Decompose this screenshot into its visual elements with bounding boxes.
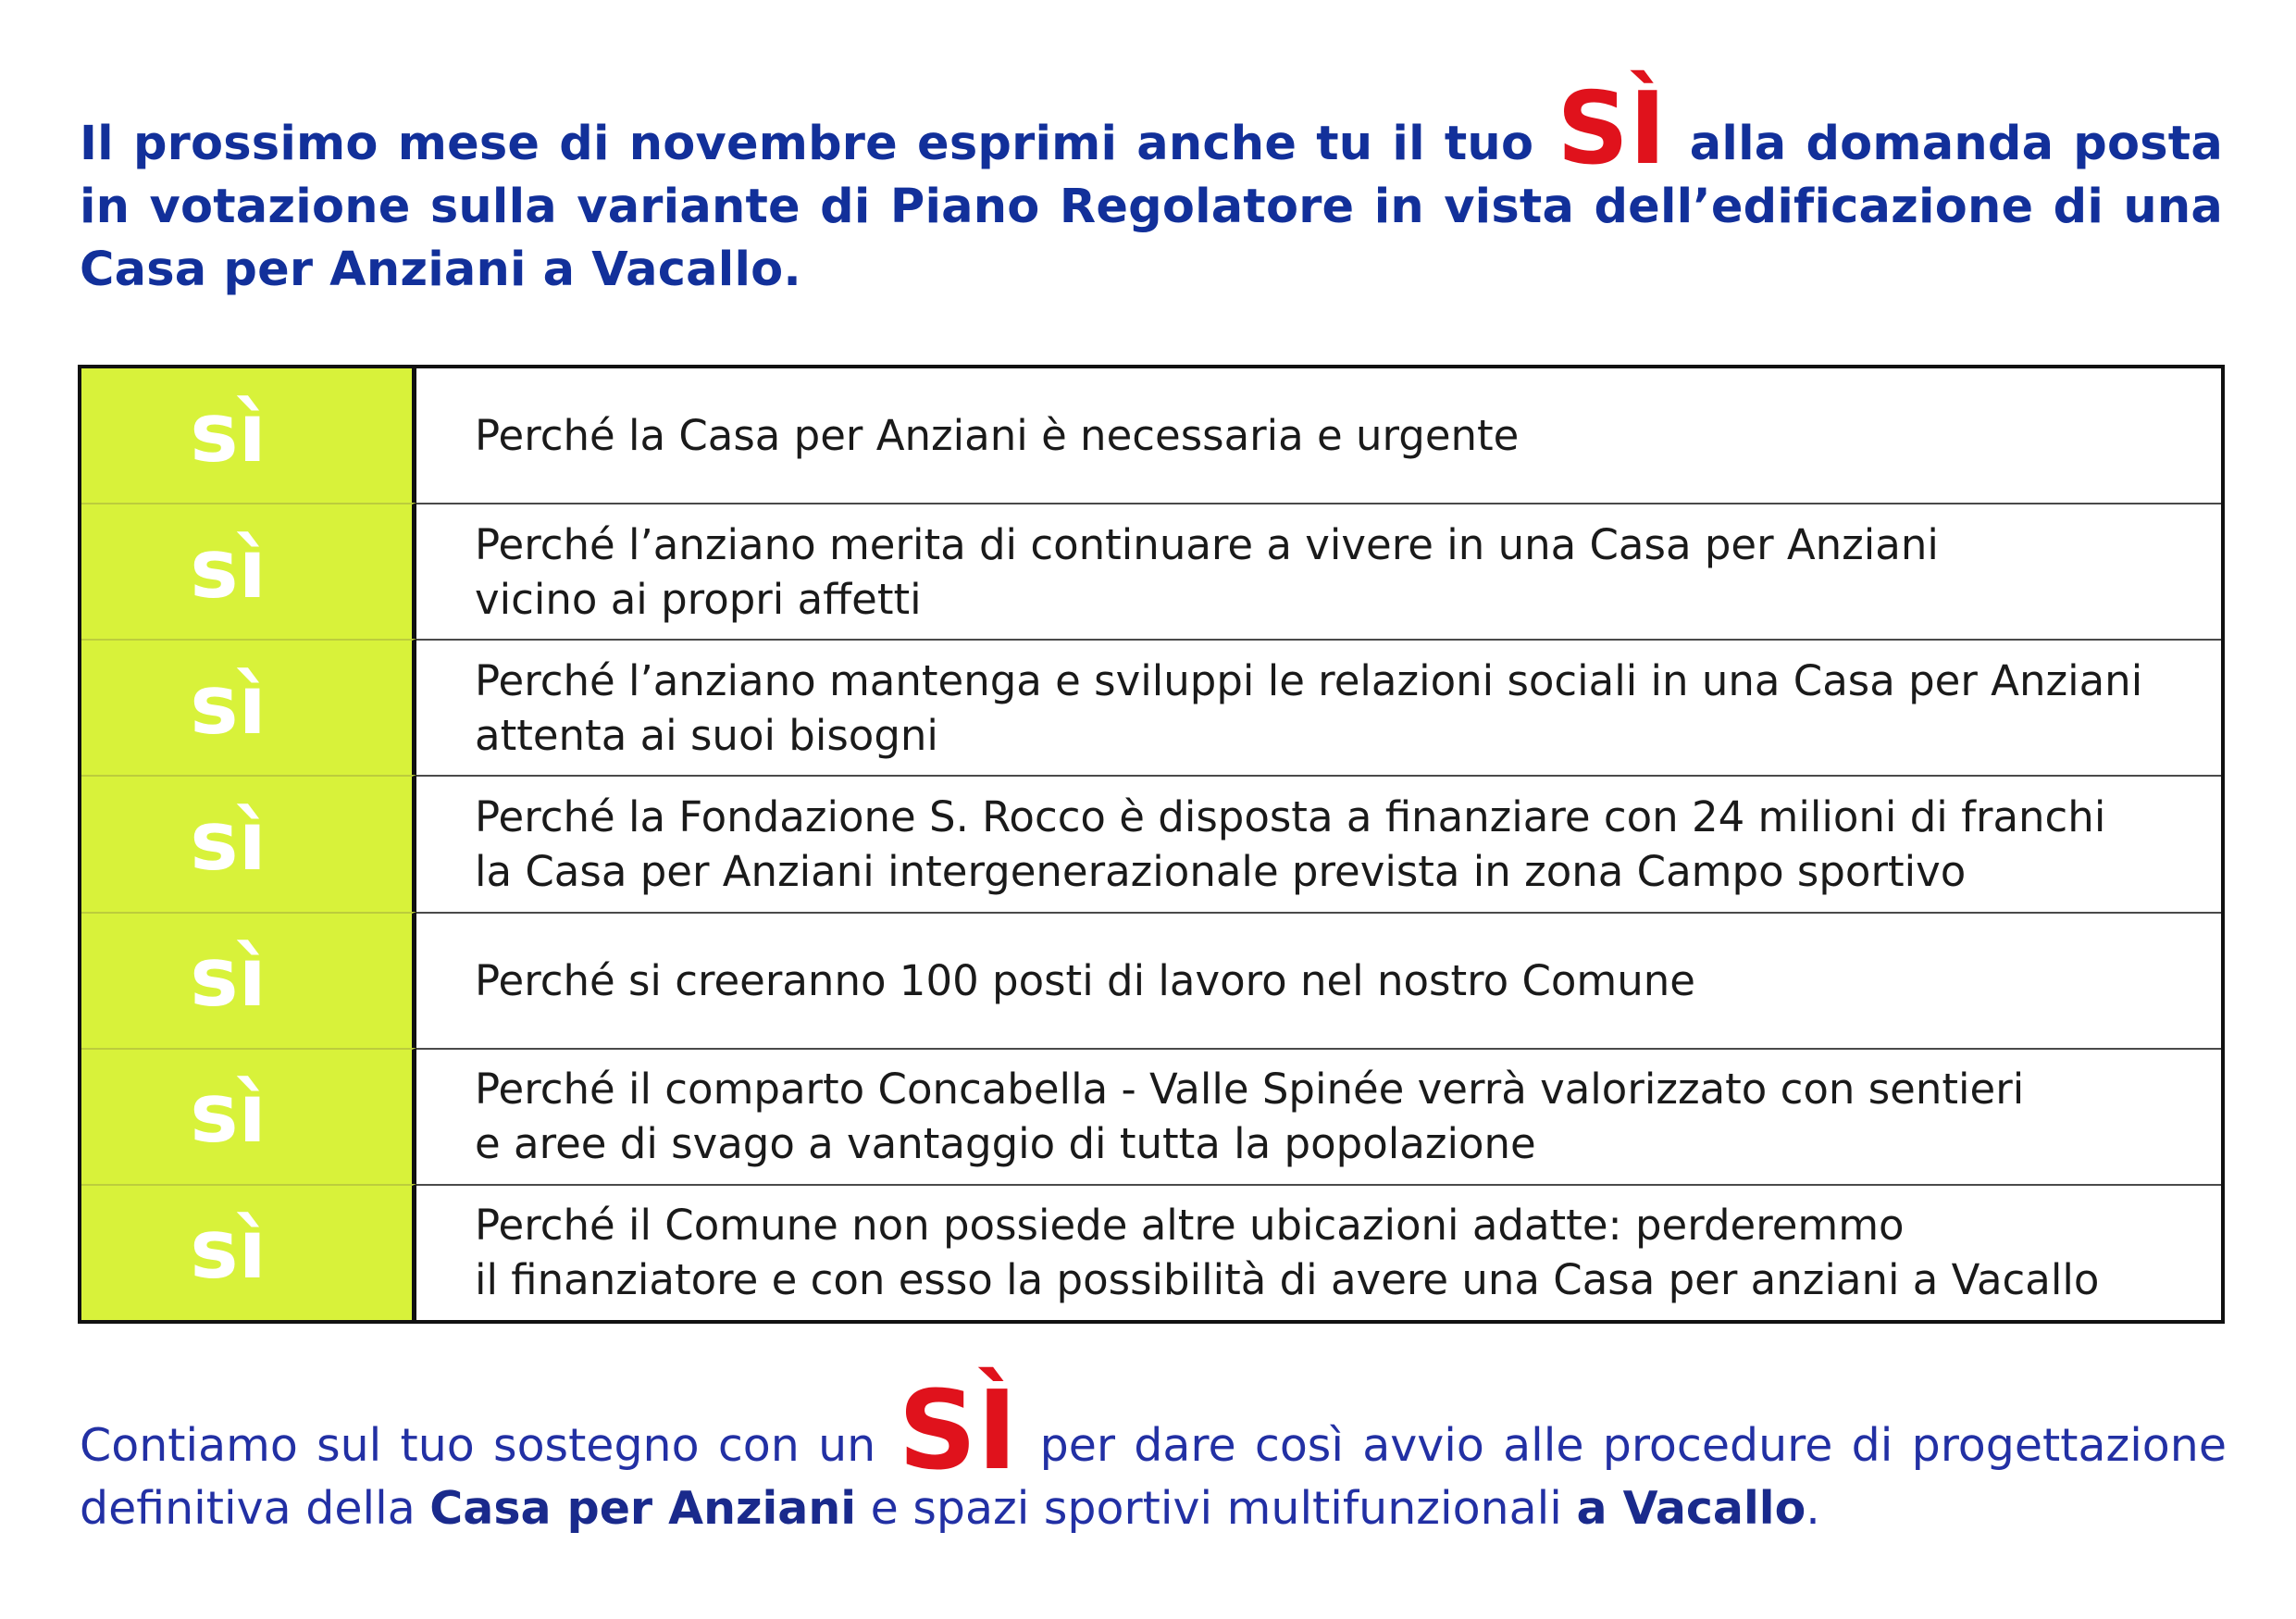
si-label: sì [190,520,267,616]
si-cell [81,1048,416,1184]
reason-row [81,368,2221,503]
si-cell [81,912,416,1048]
si-label: sì [190,656,267,753]
reason-text: Perché la Casa per Anziani è necessaria e urgente [475,411,1520,461]
closing-text-middle: per dare così avvio alle procedure di progettazione definitiva della [80,1419,2227,1535]
reason-row [81,1184,2221,1320]
reason-text: Perché il Comune non possiede altre ubicazioni adatte: perderemmo il finanziatore e con esso la possibilità di avere una Casa per anziani a Vacallo [475,1201,2100,1305]
si-cell [81,639,416,775]
si-label: sì [190,929,267,1026]
si-label: sì [190,1065,267,1162]
reason-row [81,503,2221,639]
closing-bold-casa: Casa per Anziani [429,1482,857,1535]
headline [80,71,2223,302]
si-cell [81,1184,416,1320]
reason-row [81,775,2221,911]
headline-text-after: alla domanda posta in votazione sulla variante di Piano Regolatore in vista dell’edificazione di una Casa per Anziani a Vacallo. [80,117,2223,297]
reason-row [81,639,2221,775]
si-cell [81,775,416,911]
reason-text: Perché l’anziano mantenga e sviluppi le relazioni sociali in una Casa per Anziani attenta ai suoi bisogni [475,655,2143,760]
si-label: sì [190,792,267,889]
reason-text: Perché si creeranno 100 posti di lavoro nel nostro Comune [475,955,1695,1005]
closing-bold-vacallo: a Vacallo [1576,1482,1806,1535]
reason-row [81,1048,2221,1184]
closing-paragraph [80,1366,2227,1540]
closing-text-before: Contiamo sul tuo sostegno con un [80,1419,876,1472]
si-label: sì [190,384,267,480]
reason-row [81,912,2221,1048]
si-label: sì [190,1202,267,1298]
reason-text: Perché il comparto Concabella - Valle Spinée verrà valorizzato con sentieri e aree di svago a vantaggio di tutta la popolazione [475,1065,2025,1169]
closing-end: . [1806,1482,1820,1535]
si-cell [81,503,416,639]
si-cell [81,368,416,503]
reason-text: Perché la Fondazione S. Rocco è disposta a finanziare con 24 milioni di franchi la Casa per Anziani intergenerazionale prevista in zona Campo sportivo [475,791,2106,896]
reasons-table [78,365,2225,1324]
headline-si: SÌ [1557,71,1667,187]
closing-si: SÌ [898,1366,1018,1494]
closing-text-middle2: e spazi sportivi multifunzionali [870,1482,1562,1535]
reason-text: Perché l’anziano merita di continuare a vivere in una Casa per Anziani vicino ai propri affetti [475,519,1939,624]
headline-text-before: Il prossimo mese di novembre esprimi anche tu il tuo [80,117,1534,171]
